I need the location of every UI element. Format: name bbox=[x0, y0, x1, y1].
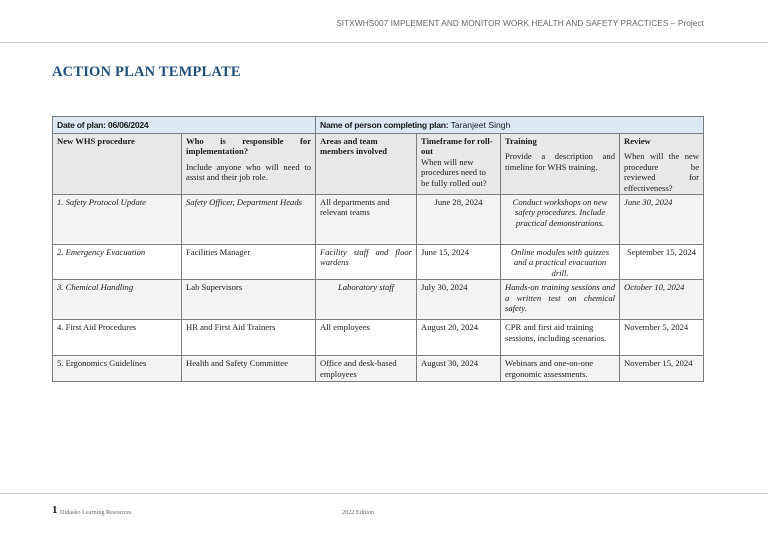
plan-person-name: Taranjeet Singh bbox=[450, 119, 511, 130]
header-timeframe-desc: When will new procedures need to be fully rolled out? bbox=[421, 156, 487, 188]
cell-review: June 30, 2024 bbox=[620, 195, 704, 245]
header-training-title: Training bbox=[505, 136, 537, 146]
header-course-title: SITXWHS007 IMPLEMENT AND MONITOR WORK HEALTH AND SAFETY PRACTICES – Project bbox=[336, 18, 704, 28]
table-row bbox=[53, 245, 704, 280]
page-footer bbox=[0, 493, 768, 544]
cell-areas: Laboratory staff bbox=[316, 280, 417, 320]
document-title: ACTION PLAN TEMPLATE bbox=[52, 64, 241, 80]
cell-review: October 10, 2024 bbox=[620, 280, 704, 320]
header-areas-title: Areas and team members involved bbox=[320, 136, 388, 157]
cell-training: Hands-on training sessions and a written test on chemical safety. bbox=[501, 280, 620, 320]
cell-review: November 15, 2024 bbox=[620, 356, 704, 382]
cell-procedure: 5. Ergonomics Guidelines bbox=[53, 356, 182, 382]
header-cell-review bbox=[620, 134, 704, 195]
plan-date: Date of plan: 06/06/2024 bbox=[57, 119, 149, 130]
cell-areas: All departments and relevant teams bbox=[316, 195, 417, 245]
header-responsible-title: Who is responsible for implementation? bbox=[186, 136, 312, 157]
cell-areas: All employees bbox=[316, 320, 417, 356]
cell-timeframe: August 20, 2024 bbox=[417, 320, 501, 356]
cell-review: September 15, 2024 bbox=[620, 245, 704, 280]
header-cell-procedure bbox=[53, 134, 182, 195]
cell-responsible: HR and First Aid Trainers bbox=[182, 320, 316, 356]
plan-person-label: Name of person completing plan: bbox=[320, 119, 449, 130]
header-timeframe-title: Timeframe for roll-out bbox=[421, 136, 493, 157]
cell-procedure: 2. Emergency Evacuation bbox=[53, 245, 182, 280]
cell-responsible: Lab Supervisors bbox=[182, 280, 316, 320]
cell-procedure: 1. Safety Protocol Update bbox=[53, 195, 182, 245]
cell-procedure: 4. First Aid Procedures bbox=[53, 320, 182, 356]
header-cell-training bbox=[501, 134, 620, 195]
header-cell-timeframe bbox=[417, 134, 501, 195]
cell-responsible: Facilities Manager bbox=[182, 245, 316, 280]
cell-training: Conduct workshops on new safety procedures. Include practical demonstrations. bbox=[501, 195, 620, 245]
table-row bbox=[53, 195, 704, 245]
cell-responsible: Health and Safety Committee bbox=[182, 356, 316, 382]
cell-responsible: Safety Officer, Department Heads bbox=[182, 195, 316, 245]
cell-training: Webinars and one-on-one ergonomic assessments. bbox=[501, 356, 620, 382]
plan-person-cell bbox=[316, 117, 704, 134]
cell-training: CPR and first aid training sessions, including scenarios. bbox=[501, 320, 620, 356]
table-row bbox=[53, 356, 704, 382]
header-procedure-title: New WHS procedure bbox=[57, 136, 135, 146]
header-cell-areas bbox=[316, 134, 417, 195]
cell-timeframe: August 30, 2024 bbox=[417, 356, 501, 382]
footer-edition: 2022 Edition bbox=[342, 509, 375, 516]
plan-meta-row bbox=[53, 117, 704, 134]
cell-timeframe: June 28, 2024 bbox=[417, 195, 501, 245]
page-number: 1 bbox=[52, 504, 58, 516]
action-plan-table bbox=[52, 116, 704, 382]
cell-training: Online modules with quizzes and a practical evacuation drill. bbox=[501, 245, 620, 280]
cell-review: November 5, 2024 bbox=[620, 320, 704, 356]
page-header bbox=[0, 0, 768, 43]
cell-timeframe: July 30, 2024 bbox=[417, 280, 501, 320]
header-training-desc: Provide a description and timeline for WHS training. bbox=[505, 151, 616, 172]
cell-areas: Facility staff and floor wardens bbox=[316, 245, 417, 280]
cell-timeframe: June 15, 2024 bbox=[417, 245, 501, 280]
plan-date-cell bbox=[53, 117, 316, 134]
table-header-row bbox=[53, 134, 704, 195]
footer-publisher: Didasko Learning Resources bbox=[60, 509, 132, 516]
cell-procedure: 3. Chemical Handling bbox=[53, 280, 182, 320]
header-cell-responsible bbox=[182, 134, 316, 195]
table-row bbox=[53, 320, 704, 356]
header-review-title: Review bbox=[624, 136, 651, 146]
header-responsible-desc: Include anyone who will need to assist and their job role. bbox=[186, 161, 312, 183]
header-review-desc: When will the new procedure be reviewed for effectiveness? bbox=[624, 151, 700, 193]
table-row bbox=[53, 280, 704, 320]
cell-areas: Office and desk-based employees bbox=[316, 356, 417, 382]
